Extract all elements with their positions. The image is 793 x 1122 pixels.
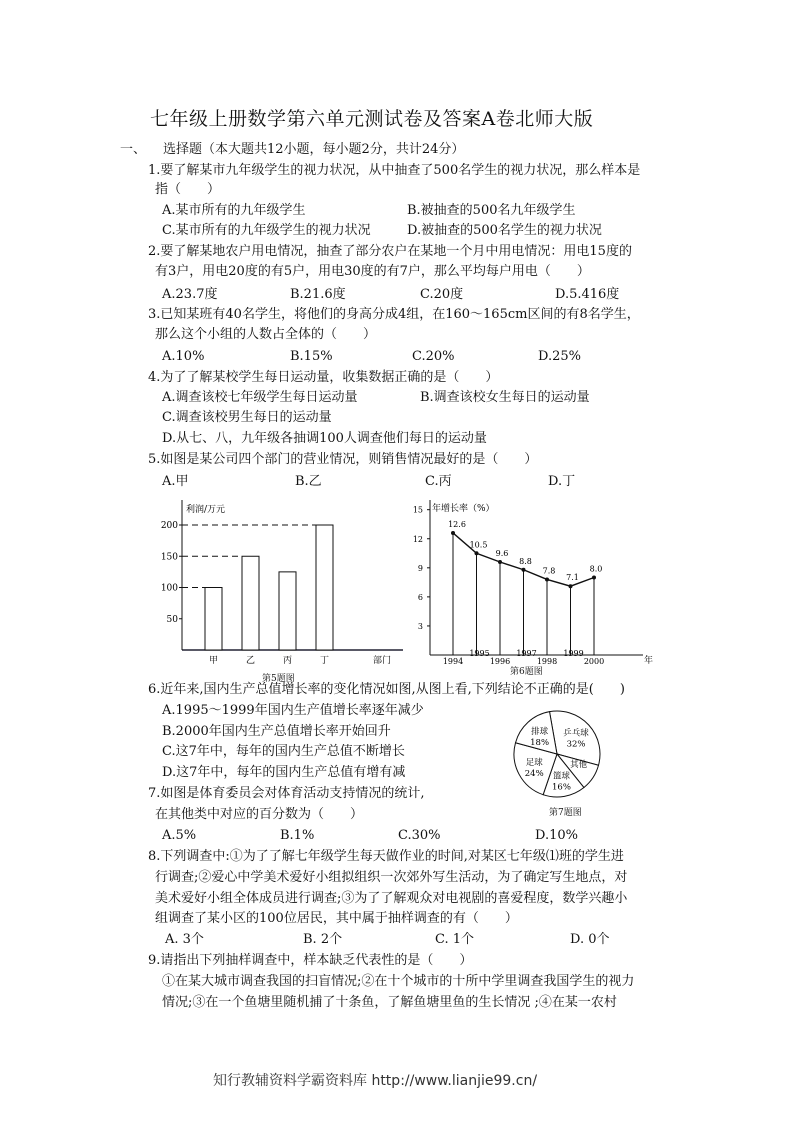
q9-line3: 情况;③在一个鱼塘里随机捕了十条鱼，了解鱼塘里鱼的生长情况 ;④在某一农村 <box>162 995 617 1010</box>
q2-option-d: D.5.416度 <box>555 287 620 302</box>
q8-option-b: B. 2个 <box>303 932 343 947</box>
y-tick-label: 3 <box>417 621 423 631</box>
section-number: 一、 <box>120 142 147 157</box>
fig7-caption: 第7题图 <box>549 808 582 818</box>
data-point <box>451 531 455 535</box>
y-tick-label: 100 <box>160 583 178 594</box>
data-label: 10.5 <box>469 540 488 550</box>
q7-option-d: D.10% <box>535 828 578 843</box>
y-tick-label: 15 <box>412 505 423 515</box>
q3-option-b: B.15% <box>290 349 333 364</box>
data-point <box>545 577 549 581</box>
fig6-line-chart <box>405 494 665 684</box>
x-tick-label: 1994 <box>442 657 464 666</box>
x-tick-label: 乙 <box>245 656 256 666</box>
x-tick-label: 1998 <box>536 657 558 666</box>
data-label: 8.8 <box>519 556 532 566</box>
x-tick-label: 2000 <box>583 657 605 666</box>
q2-stem-line1: 2.要了解某地农户用电情况，抽查了部分农户在某地一个月中用电情况：用电15度的 <box>148 244 632 259</box>
q8-option-c: C. 1个 <box>435 932 475 947</box>
q8-stem-line4: 组调查了某小区的100位居民，其中属于抽样调查的有（ ） <box>155 911 518 926</box>
pie-slice-label: 篮球 <box>552 771 570 782</box>
y-tick-label: 200 <box>160 521 178 531</box>
fig5-bar-chart <box>160 494 410 684</box>
q8-stem-line1: 8.下列调查中:①为了了解七年级学生每天做作业的时间,对某区七年级⑴班的学生进 <box>148 849 624 864</box>
q1-option-d: D.被抽查的500名学生的视力状况 <box>407 223 602 238</box>
q3-option-a: A.10% <box>162 349 205 364</box>
pie-slice-label: 排球 <box>531 726 549 737</box>
data-label: 7.1 <box>566 573 579 583</box>
q1-stem-line2: 指（ ） <box>155 182 221 197</box>
q7-stem-line1: 7.如图是体育委员会对体育活动支持情况的统计, <box>148 786 425 801</box>
bar <box>242 556 259 650</box>
q3-stem-line1: 3.已知某班有40名学生，将他们的身高分成4组，在160～165cm区间的有8名学生， <box>148 307 640 322</box>
data-point <box>522 568 526 572</box>
pie-slice-label: 足球 <box>525 758 543 769</box>
q6-stem: 6.近年来,国内生产总值增长率的变化情况如图,从图上看,下列结论不正确的是( ) <box>148 682 625 697</box>
data-label: 7.8 <box>542 566 556 576</box>
q5-stem: 5.如图是某公司四个部门的营业情况，则销售情况最好的是（ ） <box>148 452 538 467</box>
data-point <box>592 576 596 580</box>
q9-line2: ①在某大城市调查我国的扫盲情况;②在十个城市的十所中学里调查我国学生的视力 <box>162 974 635 989</box>
q1-option-b: B.被抽查的500名九年级学生 <box>407 203 576 218</box>
x-tick-label: 丁 <box>319 656 330 666</box>
data-point <box>475 551 479 555</box>
q5-option-d: D.丁 <box>548 474 576 489</box>
x-tick-label: 1996 <box>489 657 511 666</box>
q9-stem: 9.请指出下列抽样调查中，样本缺乏代表性的是（ ） <box>148 953 473 968</box>
q7-option-a: A.5% <box>162 828 197 843</box>
y-tick-label: 150 <box>160 552 178 563</box>
q5-option-c: C.丙 <box>425 474 452 489</box>
bar <box>316 525 333 650</box>
q8-option-d: D. 0个 <box>570 932 610 947</box>
q6-option-c: C.这7年中，每年的国内生产总值不断增长 <box>162 744 405 759</box>
q8-stem-line3: 美术爱好小组全体成员进行调查;③为了了解观众对电视剧的喜爱程度，数学兴趣小 <box>155 891 628 906</box>
q1-option-c: C.某市所有的九年级学生的视力状况 <box>162 223 371 238</box>
y-axis-label: 年增长率（%） <box>432 504 495 514</box>
y-axis-label: 利润/万元 <box>186 505 226 515</box>
data-point <box>498 560 502 564</box>
q5-option-b: B.乙 <box>295 474 322 489</box>
pie-slice-value: 16% <box>552 782 571 793</box>
data-label: 8.0 <box>589 564 603 574</box>
fig5-caption: 第5题图 <box>262 674 295 684</box>
q4-option-b: B.调查该校女生每日的运动量 <box>420 390 590 405</box>
y-tick-label: 9 <box>417 563 423 573</box>
x-tick-label: 1995 <box>469 649 490 658</box>
x-tick-label: 1997 <box>516 649 537 658</box>
footer-watermark: 知行教辅资料学霸资料库 http://www.lianjie99.cn/ <box>213 1073 538 1089</box>
q4-option-a: A.调查该校七年级学生每日运动量 <box>162 390 358 405</box>
y-tick-label: 6 <box>417 592 423 602</box>
y-tick-label: 50 <box>166 614 178 625</box>
q6-option-d: D.这7年中，每年的国内生产总值有增有减 <box>162 765 406 780</box>
x-tick-label: 甲 <box>208 656 219 666</box>
q3-option-c: C.20% <box>412 349 455 364</box>
data-label: 12.6 <box>448 519 466 529</box>
q6-option-a: A.1995～1999年国内生产值增长率逐年减少 <box>162 703 424 718</box>
q7-option-b: B.1% <box>280 828 315 843</box>
q6-option-b: B.2000年国内生产总值增长率开始回升 <box>162 724 391 739</box>
pie-slice-value: 24% <box>524 769 544 780</box>
y-tick-label: 12 <box>412 534 423 544</box>
pie-slice-value: 32% <box>566 739 586 750</box>
x-axis-label: 部门 <box>373 656 392 666</box>
q4-stem: 4.为了了解某校学生每日运动量，收集数据正确的是（ ） <box>148 370 499 385</box>
q2-option-b: B.21.6度 <box>290 287 346 302</box>
q1-stem-line1: 1.要了解某市九年级学生的视力状况，从中抽查了500名学生的视力状况，那么样本是 <box>148 163 641 178</box>
bar <box>205 588 222 651</box>
q3-stem-line2: 那么这个小组的人数占全体的（ ） <box>155 327 377 342</box>
page-title: 七年级上册数学第六单元测试卷及答案A卷北师大版 <box>150 108 594 130</box>
q7-stem-line2: 在其他类中对应的百分数为（ ） <box>155 807 364 822</box>
q4-option-d: D.从七、八，九年级各抽调100人调查他们每日的运动量 <box>162 431 487 446</box>
data-point <box>569 584 573 588</box>
section-heading: 选择题（本大题共12小题，每小题2分，共计24分） <box>163 142 465 157</box>
q2-option-c: C.20度 <box>420 287 464 302</box>
q5-option-a: A.甲 <box>162 474 189 489</box>
pie-slice-value: 18% <box>530 737 550 748</box>
pie-slice-label: 乒乓球 <box>563 728 589 739</box>
x-tick-label: 1999 <box>563 649 584 658</box>
q2-stem-line2: 有3户，用电20度的有5户，用电30度的有7户，那么平均每户用电（ ） <box>155 264 590 279</box>
x-tick-label: 丙 <box>282 656 293 666</box>
fig7-pie-chart <box>505 704 615 804</box>
q1-option-a: A.某市所有的九年级学生 <box>162 203 306 218</box>
q2-option-a: A.23.7度 <box>162 287 218 302</box>
q7-option-c: C.30% <box>398 828 441 843</box>
x-axis-label: 年 <box>644 656 654 666</box>
pie-slice-label: 其他 <box>570 760 588 771</box>
data-label: 9.6 <box>495 549 509 558</box>
q3-option-d: D.25% <box>538 349 581 364</box>
fig6-caption: 第6题图 <box>510 667 543 677</box>
q8-stem-line2: 行调查;②爱心中学美术爱好小组拟组织一次郊外写生活动，为了确定写生地点，对 <box>155 870 628 885</box>
q4-option-c: C.调查该校男生每日的运动量 <box>162 410 332 425</box>
bar <box>279 572 296 650</box>
q8-option-a: A. 3个 <box>165 932 204 947</box>
